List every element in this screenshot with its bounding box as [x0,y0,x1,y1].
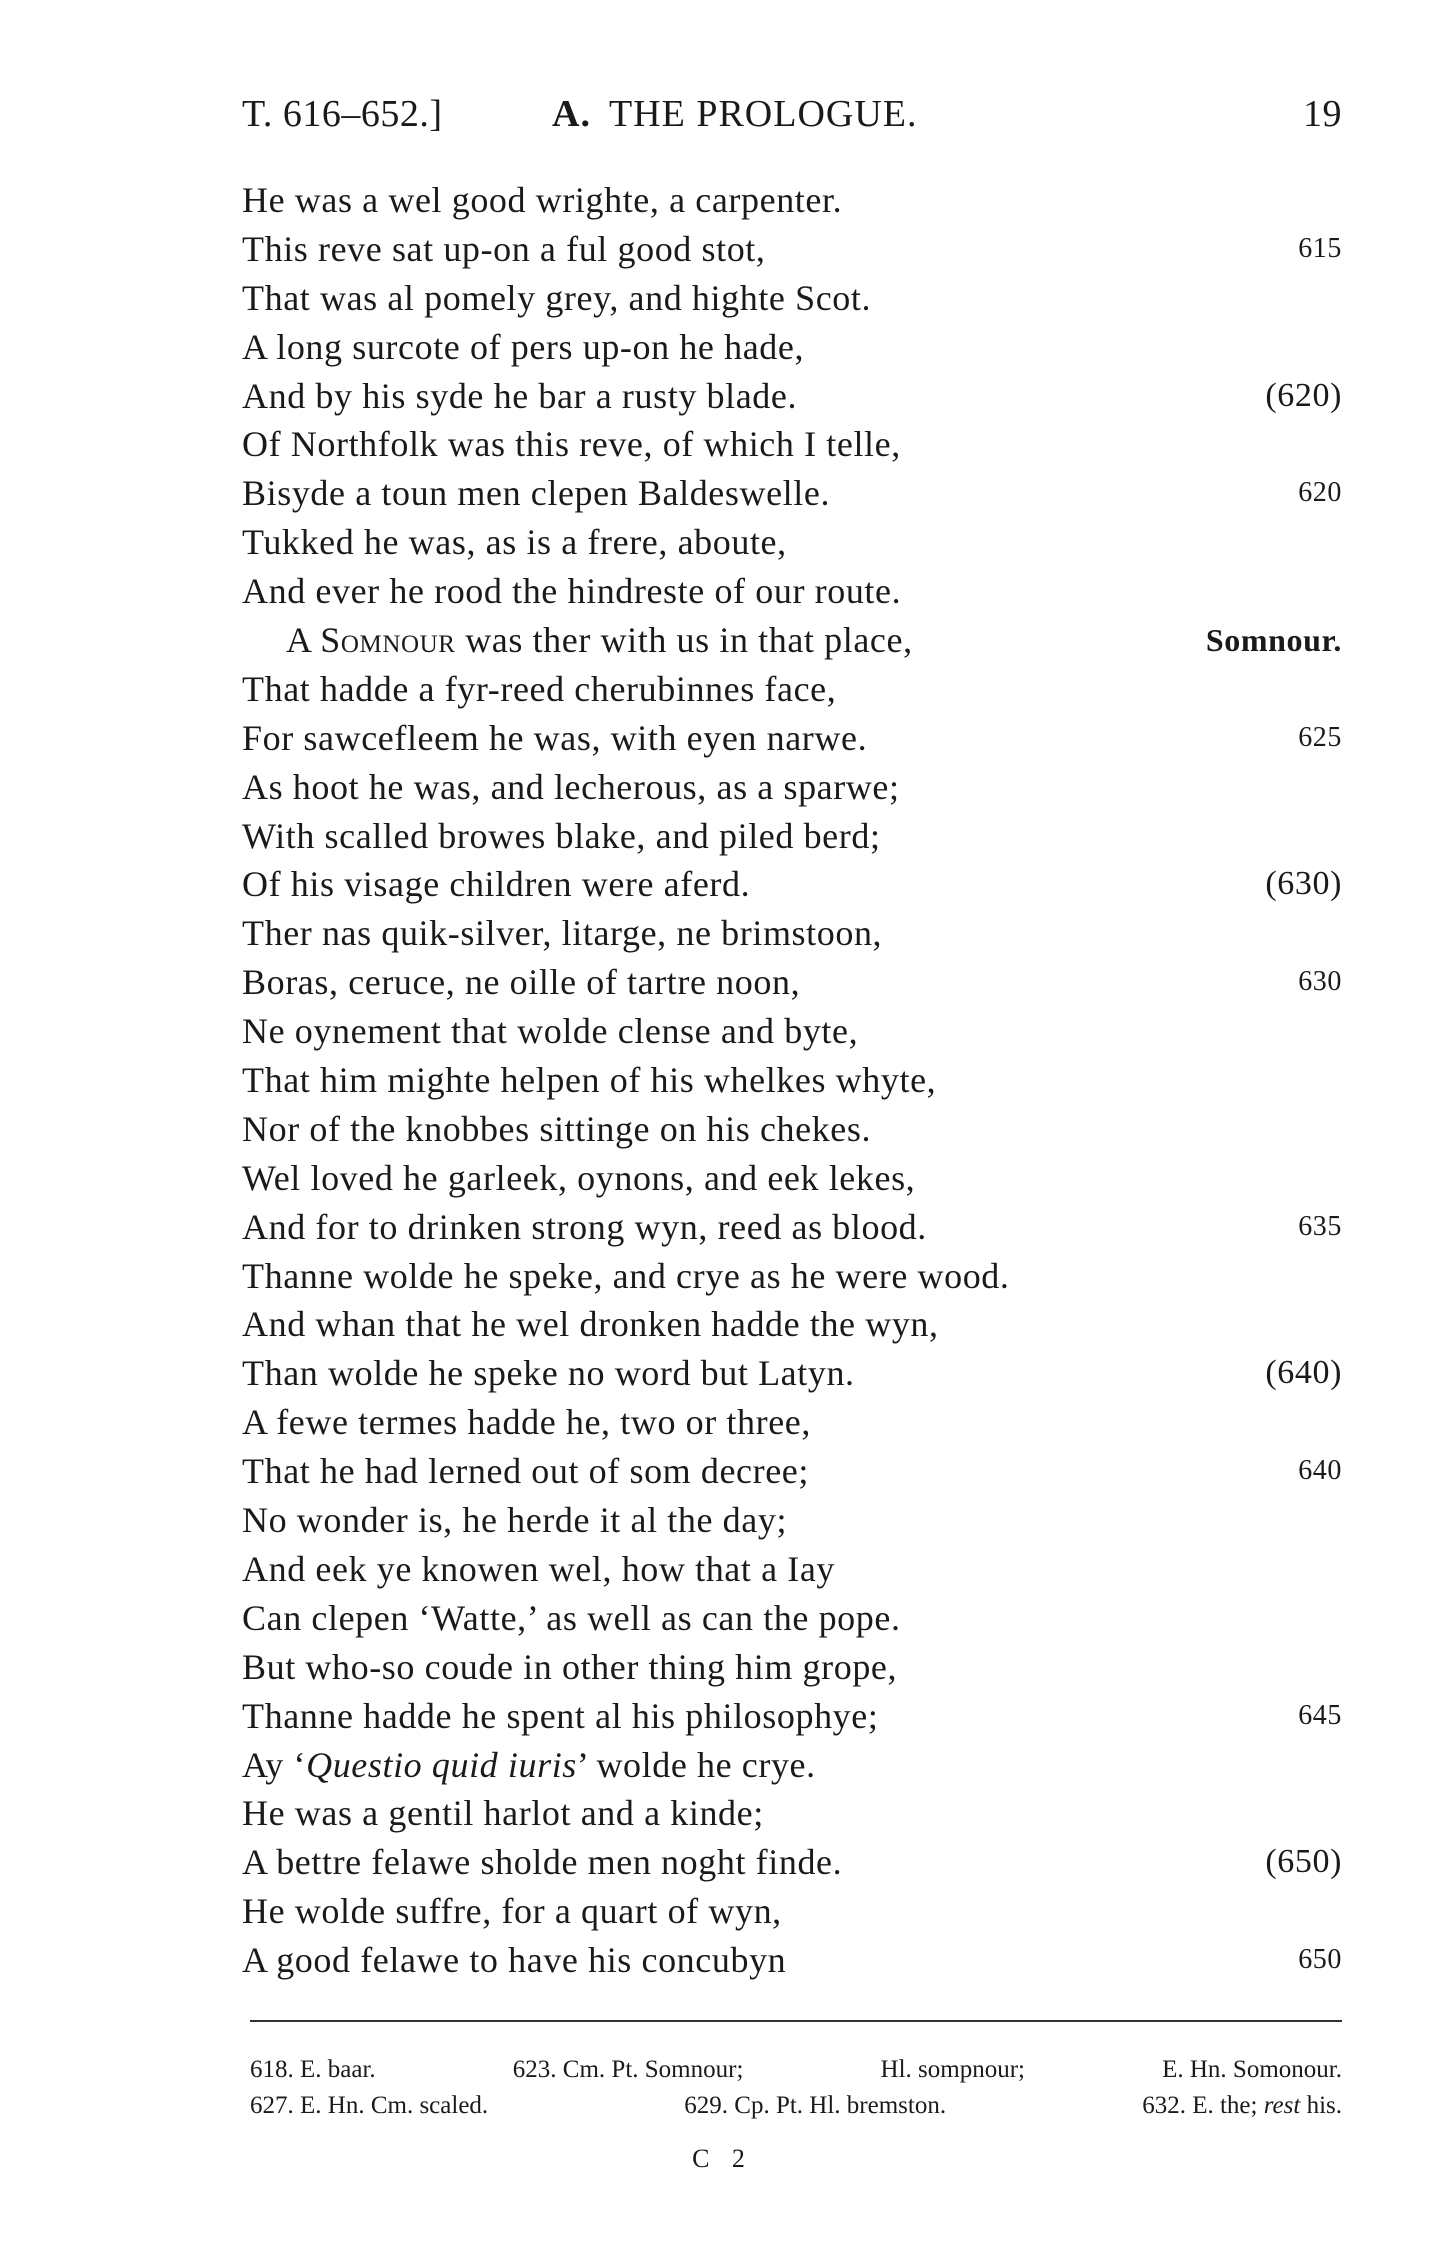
line-number: 635 [1298,1210,1342,1242]
line-number: 640 [1298,1455,1342,1487]
verse-line: This reve sat up-on a ful good stot, 615 [242,225,1342,274]
verse-line: That was al pomely grey, and highte Scot. [242,277,872,318]
verse-line: Than wolde he speke no word but Latyn. (640) [242,1349,1342,1398]
verse-line: He wolde suffre, for a quart of wyn, [242,1891,782,1932]
verse-line: And for to drinken strong wyn, reed as blood. 635 [242,1203,1342,1252]
verse-line: A bettre felawe sholde men noght finde. (650) [242,1838,1342,1887]
verse-line: A fewe termes hadde he, two or three, [242,1402,811,1443]
footnotes [250,2052,1342,2124]
verse-line: A long surcote of pers up-on he hade, [242,326,805,367]
verse-line: Thanne hadde he spent al his philosophye; 645 [242,1692,1342,1741]
poem-text [242,176,1342,1985]
verse-line: And eek ye knowen wel, how that a Iay [242,1548,836,1589]
line-number: 625 [1298,721,1342,753]
verse-line: Boras, ceruce, ne oille of tartre noon, 630 [242,958,1342,1007]
verse-line: That him mighte helpen of his whelkes whyte, [242,1060,937,1101]
line-range-ref: T. 616–652.] [242,93,443,135]
line-number: (630) [1265,865,1342,903]
verse-line: That he had lerned out of som decree; 640 [242,1447,1342,1496]
verse-line: And whan that he wel dronken hadde the wyn, [242,1304,939,1345]
signature-mark: C 2 [692,2144,753,2173]
footnote-line: 627. E. Hn. Cm. scaled. 629. Cp. Pt. Hl. bremston. 632. E. the; rest his. [250,2092,1342,2119]
verse-line: For sawcefleem he was, with eyen narwe. 625 [242,714,1342,763]
line-number: 615 [1298,232,1342,264]
line-number: (650) [1265,1843,1342,1881]
verse-line: He was a gentil harlot and a kinde; [242,1793,764,1834]
title-text: THE PROLOGUE. [608,93,918,135]
character-name: Somnour [320,620,456,661]
line-number: 630 [1298,966,1342,998]
section-letter: A. [552,93,591,135]
latin-phrase: Questio quid iuris [306,1744,577,1785]
verse-line: Tukked he was, as is a frere, aboute, [242,522,787,563]
verse-line: Wel loved he garleek, oynons, and eek lekes, [242,1157,916,1198]
verse-line: Ther nas quik-silver, litarge, ne brimstoon, [242,913,883,954]
line-number: 620 [1298,477,1342,509]
verse-line: A good felawe to have his concubyn 650 [242,1936,1342,1985]
verse-line: Thanne wolde he speke, and crye as he were wood. [242,1255,1010,1296]
verse-line: Can clepen ‘Watte,’ as well as can the pope. [242,1597,901,1638]
verse-line: Ne oynement that wolde clense and byte, [242,1011,859,1052]
page-number: 19 [1303,93,1342,135]
verse-line: But who-so coude in other thing him grope, [242,1646,898,1687]
page-title [552,92,918,136]
footnote-divider [250,2020,1342,2022]
verse-line: As hoot he was, and lecherous, as a sparwe; [242,766,900,807]
verse-line-somnour: A Somnour was ther with us in that place, Somnour. [242,616,1342,665]
line-number: (620) [1265,376,1342,414]
verse-line: With scalled browes blake, and piled berd; [242,815,881,856]
verse-line: That hadde a fyr-reed cherubinnes face, [242,668,837,709]
verse-line: He was a wel good wrighte, a carpenter. [242,180,843,220]
verse-line: And by his syde he bar a rusty blade. (620) [242,372,1342,421]
verse-line: Nor of the knobbes sittinge on his chekes. [242,1108,872,1149]
verse-line: No wonder is, he herde it al the day; [242,1500,788,1541]
verse-line-questio: Ay ‘Questio quid iuris’ wolde he crye. [242,1744,816,1785]
margin-gloss: Somnour. [1205,622,1342,659]
running-header [242,92,1342,144]
verse-line: Of Northfolk was this reve, of which I telle, [242,424,901,465]
verse-line: Bisyde a toun men clepen Baldeswelle. 620 [242,469,1342,518]
verse-line: Of his visage children were aferd. (630) [242,860,1342,909]
verse-line: And ever he rood the hindreste of our route. [242,571,902,612]
footnote-line: 618. E. baar. 623. Cm. Pt. Somnour; Hl. sompnour; E. Hn. Somonour. [250,2056,1342,2083]
line-number: (640) [1265,1354,1342,1392]
line-number: 650 [1298,1944,1342,1976]
line-number: 645 [1298,1699,1342,1731]
